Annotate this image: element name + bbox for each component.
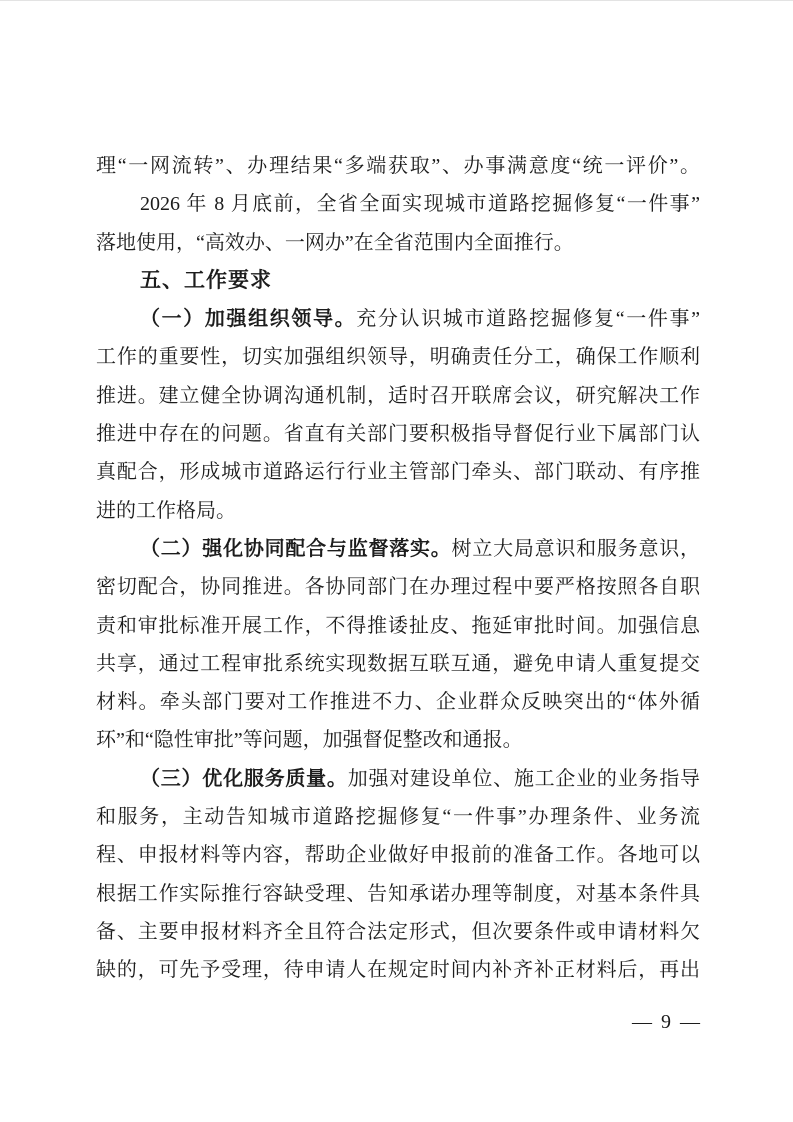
paragraph-lead: （二）强化协同配合与监督落实。 bbox=[140, 537, 452, 560]
document-line bbox=[96, 300, 700, 338]
document-line: 2026 年 8 月底前，全省全面实现城市道路挖掘修复“一件事” bbox=[140, 193, 700, 216]
document-line: 备、主要申报材料齐全且符合法定形式，但次要条件或申请材料欠 bbox=[96, 920, 700, 943]
document-line: 环”和“隐性审批”等问题，加强督促整改和通报。 bbox=[96, 729, 523, 752]
document-line: 和服务，主动告知城市道路挖掘修复“一件事”办理条件、业务流 bbox=[96, 806, 700, 829]
document-line: 共享，通过工程审批系统实现数据互联互通，避免申请人重复提交 bbox=[96, 652, 700, 675]
document-line: 落地使用，“高效办、一网办”在全省范围内全面推行。 bbox=[96, 231, 574, 254]
document-line: 推进中存在的问题。省直有关部门要积极指导督促行业下属部门认 bbox=[96, 423, 700, 446]
scan-edge-line bbox=[0, 0, 793, 1]
page-number: — 9 — bbox=[632, 1011, 702, 1033]
document-line: 真配合，形成城市道路运行行业主管部门牵头、部门联动、有序推 bbox=[96, 461, 700, 484]
paragraph-lead: （三）优化服务质量。 bbox=[140, 767, 348, 790]
document-page-body bbox=[96, 147, 700, 990]
document-line: 密切配合，协同推进。各协同部门在办理过程中要严格按照各自职 bbox=[96, 576, 700, 599]
paragraph-text: 充分认识城市道路挖掘修复“一件事” bbox=[356, 308, 700, 331]
paragraph-text: 加强对建设单位、施工企业的业务指导 bbox=[347, 767, 701, 790]
document-line: 推进。建立健全协调沟通机制，适时召开联席会议，研究解决工作 bbox=[96, 384, 700, 407]
paragraph-lead: （一）加强组织领导。 bbox=[140, 308, 357, 331]
document-line bbox=[96, 760, 700, 798]
document-line: 理“一网流转”、办理结果“多端获取”、办事满意度“统一评价”。 bbox=[96, 155, 700, 177]
document-line: 程、申报材料等内容，帮助企业做好申报前的准备工作。各地可以 bbox=[96, 844, 700, 867]
document-line: 进的工作格局。 bbox=[96, 499, 236, 522]
document-line: 缺的，可先予受理，待申请人在规定时间内补齐补正材料后，再出 bbox=[96, 959, 700, 982]
document-line: 材料。牵头部门要对工作推进不力、企业群众反映突出的“体外循 bbox=[96, 691, 700, 714]
section-heading: 五、工作要求 bbox=[140, 268, 272, 292]
document-line: 工作的重要性，切实加强组织领导，明确责任分工，确保工作顺利 bbox=[96, 346, 700, 369]
document-line: 责和审批标准开展工作，不得推诿扯皮、拖延审批时间。加强信息 bbox=[96, 614, 700, 637]
document-line bbox=[96, 530, 700, 568]
document-line: 根据工作实际推行容缺受理、告知承诺办理等制度，对基本条件具 bbox=[96, 882, 700, 905]
paragraph-text: 树立大局意识和服务意识， bbox=[451, 537, 701, 560]
